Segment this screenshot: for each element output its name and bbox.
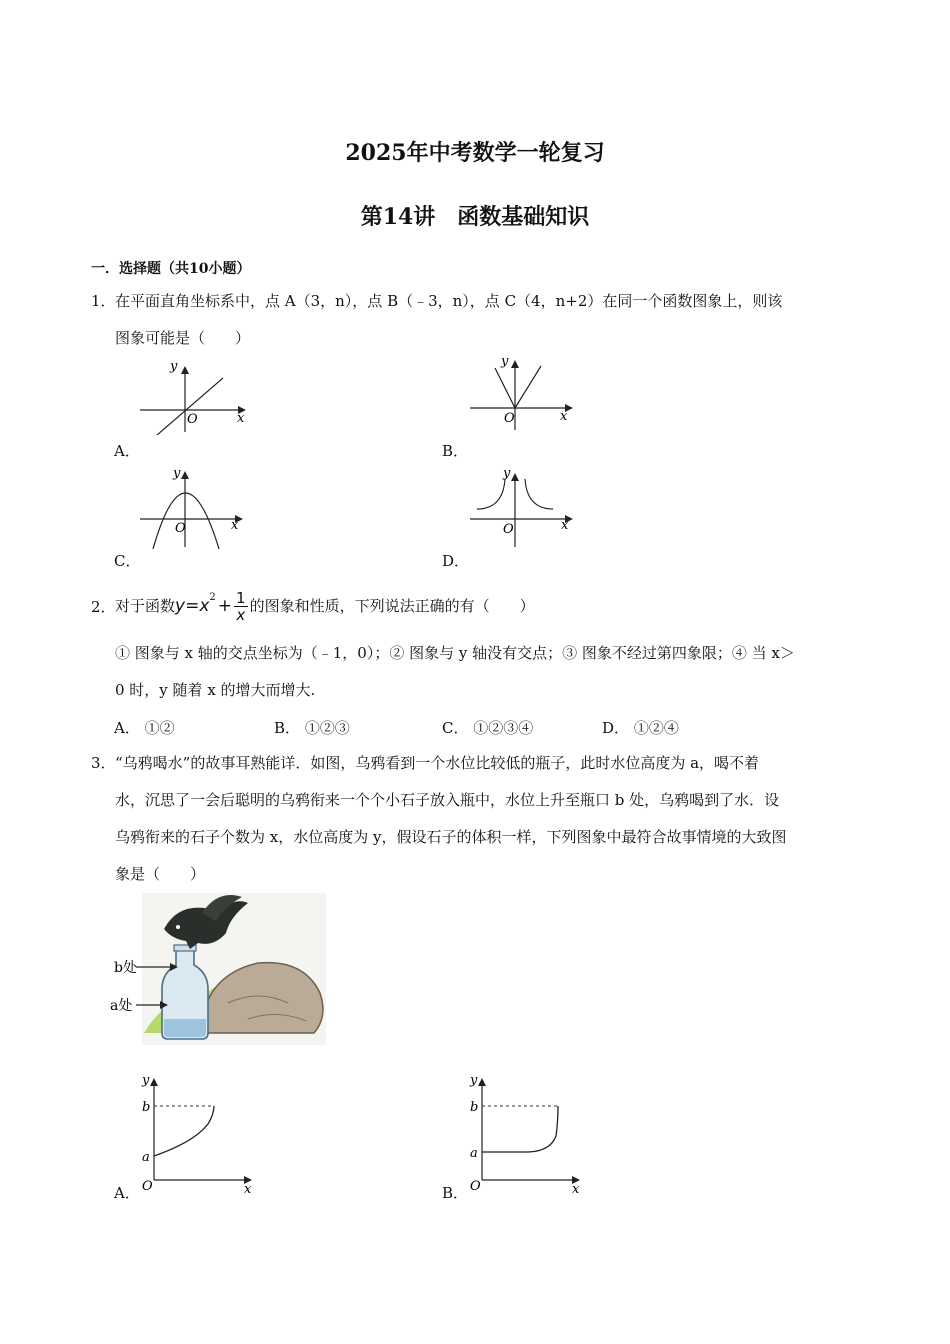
b-position-label: b处 — [114, 960, 137, 976]
question-3-line3: 乌鸦衔来的石子个数为 x，水位高度为 y，假设石子的体积一样，下列图象中最符合故事情境的大致图 — [115, 828, 787, 846]
origin-label: O — [175, 521, 186, 536]
y-axis-label: y — [142, 1073, 150, 1088]
q3-option-b[interactable]: B． — [442, 1184, 469, 1202]
crow-eye — [176, 925, 180, 929]
x-axis-label: x — [237, 411, 245, 426]
x-axis-label: x — [572, 1182, 580, 1195]
question-2-line3: 0 时，y 随着 x 的增大而增大. — [115, 681, 316, 699]
x-axis-label: x — [560, 409, 568, 424]
y-axis-arrow-icon — [150, 1078, 158, 1086]
fraction-denominator: x — [236, 605, 246, 624]
q1-graph-a — [135, 360, 255, 435]
origin-label: O — [503, 522, 514, 537]
a-axis-label: a — [142, 1150, 150, 1165]
question-1-line2: 图象可能是（ ） — [115, 329, 251, 347]
q3-option-a[interactable]: A． — [114, 1184, 140, 1202]
q2-option-b-text: ①②③ — [304, 719, 350, 737]
a-position-label: a处 — [110, 998, 133, 1014]
q2-option-d[interactable] — [602, 717, 679, 738]
question-2-stem-post: 的图象和性质，下列说法正确的有（ ） — [249, 597, 535, 615]
fraction-numerator: 1 — [236, 588, 246, 607]
equation-plus: + — [217, 596, 233, 616]
x-axis-label: x — [561, 518, 569, 533]
question-2-line2: ① 图象与 x 轴的交点坐标为（﹣1，0）；② 图象与 y 轴没有交点；③ 图象不经过第四象限；④ 当 x＞ — [115, 644, 795, 662]
b-axis-label: b — [142, 1100, 151, 1115]
water-level-curve — [482, 1106, 558, 1152]
q2-option-c-text: ①②③④ — [473, 719, 534, 737]
x-axis-label: x — [244, 1182, 252, 1195]
y-axis-arrow-icon — [511, 360, 519, 368]
crow-drinking-illustration — [108, 893, 326, 1045]
y-axis-arrow-icon — [181, 471, 189, 479]
equation-equals: = — [185, 596, 200, 616]
section-heading: 一．选择题（共10小题） — [91, 261, 251, 277]
y-axis-label: y — [170, 360, 178, 374]
question-1-number: 1． — [91, 292, 116, 310]
q2-option-b[interactable] — [274, 717, 350, 738]
origin-label: O — [504, 411, 515, 426]
question-3-number: 3． — [91, 754, 116, 772]
function-line — [149, 378, 223, 435]
water-level — [164, 1019, 206, 1037]
page-title: 2025年中考数学一轮复习 — [345, 140, 605, 166]
function-parabola — [153, 493, 219, 549]
question-3-line2: 水，沉思了一会后聪明的乌鸦衔来一个个小石子放入瓶中，水位上升至瓶口 b 处，乌鸦喝到了水．设 — [115, 791, 780, 809]
function-curve-right — [525, 479, 553, 509]
q2-option-c[interactable] — [442, 717, 533, 738]
y-axis-arrow-icon — [511, 473, 519, 481]
b-axis-label: b — [470, 1100, 479, 1115]
q1-graph-d — [465, 465, 585, 550]
question-3-line1: “乌鸦喝水”的故事耳熟能详．如图，乌鸦看到一个水位比较低的瓶子，此时水位高度为 a，喝不着 — [115, 754, 760, 772]
lesson-subtitle: 第14讲 函数基础知识 — [360, 204, 590, 230]
y-axis-arrow-icon — [181, 366, 189, 374]
q1-option-a[interactable]: A． — [114, 442, 140, 460]
function-v-line — [495, 366, 541, 408]
q2-option-a-label: A． — [114, 719, 140, 737]
q1-option-b[interactable]: B． — [442, 442, 469, 460]
y-axis-label: y — [173, 466, 181, 481]
a-axis-label: a — [470, 1146, 478, 1161]
function-curve-left — [477, 479, 505, 509]
equation-fraction — [234, 590, 248, 623]
q2-option-d-label: D． — [602, 719, 630, 737]
q1-option-d[interactable]: D． — [442, 552, 470, 570]
question-2-stem — [115, 584, 535, 628]
y-axis-label: y — [470, 1073, 478, 1088]
equation-y: y — [175, 596, 186, 616]
question-1-line1: 在平面直角坐标系中，点 A（3，n），点 B（﹣3，n），点 C（4，n+2）在同一个函数图象上，则该 — [115, 292, 783, 310]
q1-option-c[interactable]: C． — [114, 552, 141, 570]
y-axis-label: y — [503, 466, 511, 481]
equation-x: x — [199, 596, 210, 616]
x-axis-label: x — [231, 518, 239, 533]
q2-option-a[interactable] — [114, 717, 175, 738]
q2-option-a-text: ①② — [144, 719, 175, 737]
origin-label: O — [470, 1179, 481, 1194]
q3-graph-b — [468, 1070, 588, 1195]
origin-label: O — [187, 412, 198, 427]
q2-option-d-text: ①②④ — [633, 719, 679, 737]
q1-graph-c — [135, 465, 255, 550]
water-level-curve — [154, 1106, 214, 1156]
y-axis-label: y — [501, 354, 509, 369]
q2-option-b-label: B． — [274, 719, 301, 737]
question-3-line4: 象是（ ） — [115, 865, 206, 883]
equation-exponent: 2 — [209, 592, 216, 603]
origin-label: O — [142, 1179, 153, 1194]
q3-graph-a — [140, 1070, 260, 1195]
y-axis-arrow-icon — [478, 1078, 486, 1086]
q2-option-c-label: C． — [442, 719, 469, 737]
question-2-stem-pre: 对于函数 — [115, 597, 176, 615]
q1-graph-b — [465, 352, 585, 432]
question-2-number: 2． — [91, 598, 116, 616]
